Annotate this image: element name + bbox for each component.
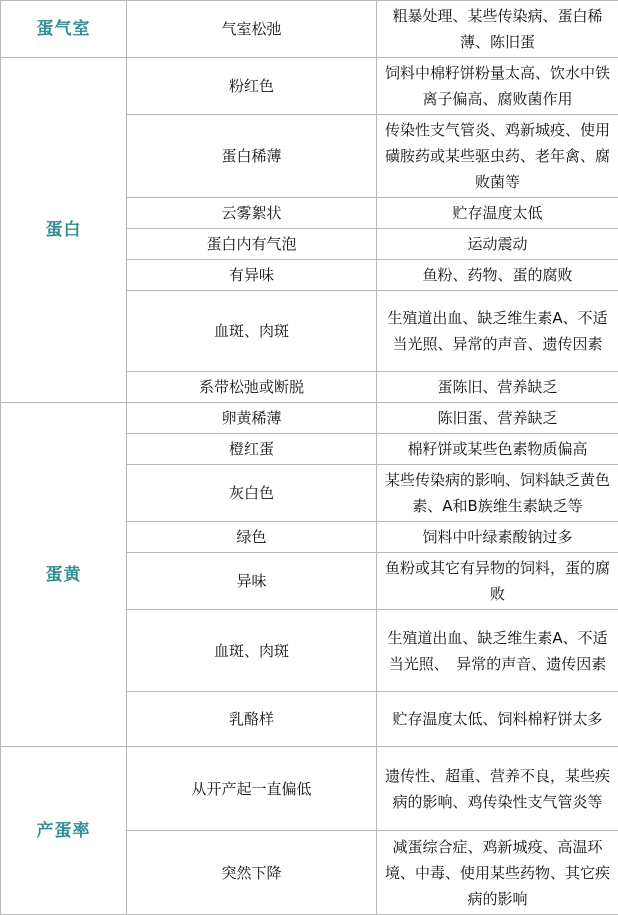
cause-cell: 饲料中棉籽饼粉量太高、饮水中铁离子偏高、腐败菌作用	[377, 58, 618, 115]
cause-cell: 饲料中叶绿素酸钠过多	[377, 522, 618, 553]
symptom-cell: 蛋白内有气泡	[127, 229, 377, 260]
cause-cell: 粗暴处理、某些传染病、蛋白稀薄、陈旧蛋	[377, 1, 618, 58]
cause-cell: 某些传染病的影响、饲料缺乏黄色素、A和B族维生素缺乏等	[377, 465, 618, 522]
symptom-cell: 血斑、肉斑	[127, 610, 377, 692]
cause-cell: 鱼粉、药物、蛋的腐败	[377, 260, 618, 291]
symptom-cell: 血斑、肉斑	[127, 291, 377, 372]
cause-cell: 生殖道出血、缺乏维生素A、不适当光照、 异常的声音、遗传因素	[377, 610, 618, 692]
cause-cell: 棉籽饼或某些色素物质偏高	[377, 434, 618, 465]
symptom-cell: 蛋白稀薄	[127, 115, 377, 198]
symptom-cell: 从开产起一直偏低	[127, 747, 377, 831]
cause-cell: 鱼粉或其它有异物的饲料，蛋的腐败	[377, 553, 618, 610]
symptom-cell: 云雾絮状	[127, 198, 377, 229]
symptom-cell: 卵黄稀薄	[127, 403, 377, 434]
symptom-cell: 突然下降	[127, 831, 377, 915]
cause-cell: 减蛋综合症、鸡新城疫、高温环境、中毒、使用某些药物、其它疾病的影响	[377, 831, 618, 915]
category-cell: 蛋白	[1, 58, 127, 403]
symptom-cell: 气室松弛	[127, 1, 377, 58]
cause-cell: 传染性支气管炎、鸡新城疫、使用磺胺药或某些驱虫药、老年禽、腐败菌等	[377, 115, 618, 198]
cause-cell: 运动震动	[377, 229, 618, 260]
cause-cell: 遗传性、超重、营养不良，某些疾病的影响、鸡传染性支气管炎等	[377, 747, 618, 831]
symptom-cell: 系带松弛或断脱	[127, 372, 377, 403]
table-row	[1, 403, 618, 434]
cause-cell: 贮存温度太低	[377, 198, 618, 229]
table-row	[1, 747, 618, 831]
symptom-cell: 有异味	[127, 260, 377, 291]
symptom-cell: 乳酪样	[127, 692, 377, 747]
cause-cell: 陈旧蛋、营养缺乏	[377, 403, 618, 434]
category-cell: 蛋黄	[1, 403, 127, 747]
table-row	[1, 58, 618, 115]
symptom-cell: 灰白色	[127, 465, 377, 522]
category-cell: 产蛋率	[1, 747, 127, 915]
symptom-cell: 粉红色	[127, 58, 377, 115]
cause-cell: 生殖道出血、缺乏维生素A、不适当光照、异常的声音、遗传因素	[377, 291, 618, 372]
symptom-cell: 异味	[127, 553, 377, 610]
category-cell: 蛋气室	[1, 1, 127, 58]
cause-cell: 贮存温度太低、饲料棉籽饼太多	[377, 692, 618, 747]
table-row	[1, 1, 618, 58]
table-body	[1, 1, 618, 915]
symptom-cell: 绿色	[127, 522, 377, 553]
symptom-cell: 橙红蛋	[127, 434, 377, 465]
cause-cell: 蛋陈旧、营养缺乏	[377, 372, 618, 403]
